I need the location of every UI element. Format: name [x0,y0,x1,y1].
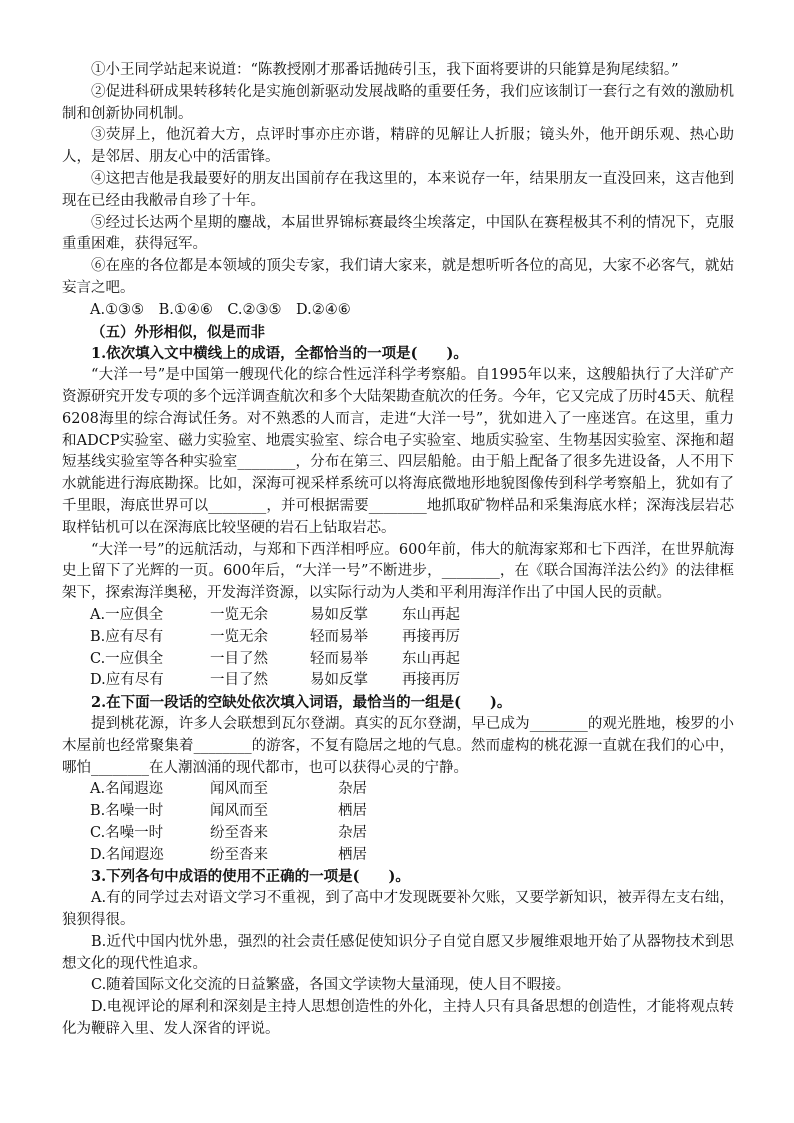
sentence-5: ⑤经过长达两个星期的鏖战，本届世界锦标赛最终尘埃落定，中国队在赛程极其不利的情况下，克服重重困难，获得冠军。 [62,214,734,253]
option-cell: 轻而易举 [310,650,368,667]
question-3-option-d: D.电视评论的犀利和深刻是主持人思想创造性的外化，主持人只有具备思想的创造性，才能将观点转化为鞭辟入里、发人深省的评说。 [62,999,734,1038]
sentence-6: ⑥在座的各位都是本领域的顶尖专家，我们请大家来，就是想听听各位的高见，大家不必客气，就姑妄言之吧。 [62,258,734,296]
option-cell: A.一应俱全 [90,606,164,623]
option-cell: 易如反掌 [310,672,368,689]
option-cell: 再接再厉 [402,672,460,689]
option-row [62,801,734,823]
option-cell: A.名闻遐迩 [90,781,164,798]
option-row [62,627,734,649]
option-row [62,605,734,627]
option-cell: 东山再起 [402,650,460,667]
sentence-1: ①小王同学站起来说道：“陈教授刚才那番话抛砖引玉，我下面将要讲的只能算是狗尾续貂。” [91,62,679,78]
option-cell: 纷至沓来 [210,824,268,841]
option-cell: 东山再起 [402,606,460,623]
option-cell: 栖居 [338,846,367,863]
option-cell: 易如反掌 [310,606,368,623]
question-1-stem: 1.依次填入文中横线上的成语，全都恰当的一项是( )。 [91,345,468,363]
option-cell: 纷至沓来 [210,846,268,863]
section-title: （五）外形相似，似是而非 [91,323,265,341]
question-1-passage-2: “大洋一号”的远航活动，与郑和下西洋相呼应。600年前，伟大的航海家郑和七下西洋，在世界航海史上留下了光辉的一页。600年后，“大洋一号”不断进步，________，在《联合国海洋法公约》的法律框架下，探索海洋奥秘，开发海洋资源，以实际行动为人类和平利用海洋作出了中国人民的贡献。 [62,541,734,602]
option-row [62,823,734,845]
question-3-stem: 3.下列各句中成语的使用不正确的一项是( )。 [91,868,410,886]
option-cell: D.应有尽有 [90,672,164,689]
sentence-4: ④这把吉他是我最要好的朋友出国前存在我这里的，本来说存一年，结果朋友一直没回来，这吉他到现在已经由我敝帚自珍了十年。 [62,170,734,209]
option-cell: 一目了然 [210,672,268,689]
option-cell: 杂居 [338,781,367,798]
option-cell: D.名闻遐迩 [90,846,164,863]
sentence-2: ②促进科研成果转移转化是实施创新驱动发展战略的重要任务，我们应该制订一套行之有效的激励机制和创新协同机制。 [62,83,734,122]
option-cell: 一览无余 [210,628,268,645]
option-row [62,845,734,867]
option-cell: 栖居 [338,803,367,820]
option-cell: 轻而易举 [310,628,368,645]
option-row [62,649,734,671]
option-cell: C.名噪一时 [90,824,164,841]
option-cell: B.应有尽有 [90,628,164,645]
question-3-option-c: C.随着国际文化交流的日益繁盛，各国文学读物大量涌现，使人目不暇接。 [91,977,571,994]
question-1-passage-1: “大洋一号”是中国第一艘现代化的综合性远洋科学考察船。自1995年以来，这艘船执行了大洋矿产资源研究开发专项的多个远洋调查航次和多个大陆架勘查航次的任务。今年，它又完成了历时45天、航程6208海里的综合海试任务。对不熟悉的人而言，走进“大洋一号”，犹如进入了一座迷宫。在这里，重力和ADCP实验室、磁力实验室、地震实验室、综合电子实验室、地质实验室、生物基因实验室、深拖和超短基线实验室等各种实验室________，分布在第三、四层船舱。由于船上配备了很多先进设备，人不用下水就能进行海底勘探。比如，深海可视采样系统可以将海底微地形地貌图像传到科学考察船上，犹如有了千里眼，海底世界可以________，并可根据需要________地抓取矿物样品和采集海底水样；深海浅层岩芯取样钻机可以在深海底比较坚硬的岩石上钻取岩芯。 [62,367,734,536]
option-cell: 闻风而至 [210,781,268,798]
option-cell: 再接再厉 [402,628,460,645]
answer-options: A.①③⑤ B.①④⑥ C.②③⑤ D.②④⑥ [90,301,351,318]
option-row [62,779,734,801]
option-cell: 闻风而至 [210,803,268,820]
option-cell: C.一应俱全 [90,650,164,667]
option-cell: 杂居 [338,824,367,841]
question-2-passage: 提到桃花源，许多人会联想到瓦尔登湖。真实的瓦尔登湖，早已成为________的观光胜地，梭罗的小木屋前也经常聚集着________的游客，不复有隐居之地的气息。然而虚构的桃花源一直就在我们的心中，哪怕________在人潮汹涌的现代都市，也可以获得心灵的宁静。 [62,715,734,776]
option-cell: 一览无余 [210,606,268,623]
option-cell: B.名噪一时 [90,803,164,820]
question-3-option-b: B.近代中国内忧外患，强烈的社会责任感促使知识分子自觉自愿又步履维艰地开始了从器物技术到思想文化的现代性追求。 [62,933,734,972]
sentence-3: ③荧屏上，他沉着大方，点评时事亦庄亦谐，精辟的见解让人折服；镜头外，他开朗乐观、热心助人，是邻居、朋友心中的活雷锋。 [62,127,734,166]
question-2-stem: 2.在下面一段话的空缺处依次填入词语，最恰当的一组是( )。 [91,694,512,712]
page-content [62,60,734,1041]
option-row [62,670,734,692]
question-3-option-a: A.有的同学过去对语文学习不重视，到了高中才发现既要补欠账，又要学新知识，被弄得左支右绌，狼狈得很。 [62,890,734,929]
option-cell: 一目了然 [210,650,268,667]
